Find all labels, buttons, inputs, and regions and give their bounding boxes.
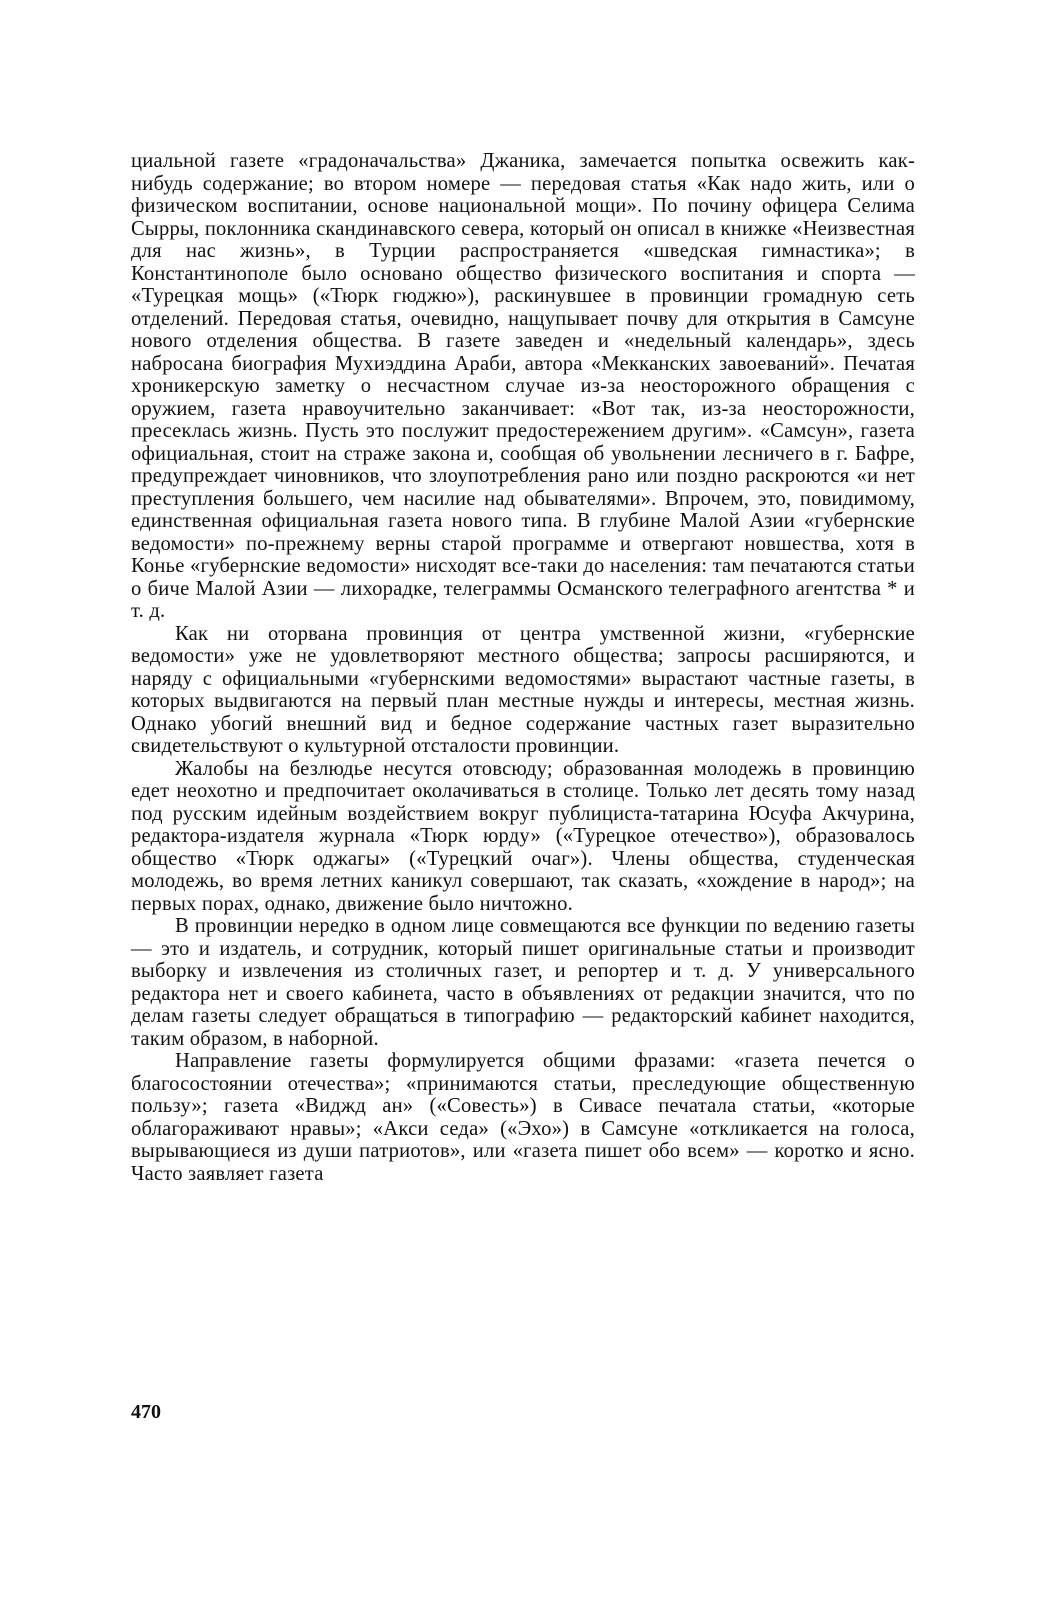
- paragraph: Направление газеты формулируется общими фразами: «газета печется о благосостоянии отечества»; «принимаются статьи, преследующие общественную пользу»; газета «Виджд ан» («Совесть») в Сивасе печатала статьи, «которые облагораживают нравы»; «Акси седа» («Эхо») в Самсуне «откликается на голоса, вырывающиеся из души патриотов», или «газета пишет обо всем» — коротко и ясно. Часто заявляет газета: [131, 1050, 915, 1185]
- paragraph: Жалобы на безлюдье несутся отовсюду; образованная молодежь в провинцию едет неохотно и предпочитает околачиваться в столице. Только лет десять тому назад под русским идейным воздействием вокруг публициста-татарина Юсуфа Акчурина, редактора-издателя журнала «Тюрк юрду» («Турецкое отечество»), образовалось общество «Тюрк оджагы» («Турецкий очаг»). Члены общества, студенческая молодежь, во время летних каникул совершают, так сказать, «хождение в народ»; на первых порах, однако, движение было ничтожно.: [131, 757, 915, 915]
- paragraph: циальной газете «градоначальства» Джаника, замечается попытка освежить как-нибудь содержание; во втором номере — передовая статья «Как надо жить, или о физическом воспитании, основе национальной мощи». По почину офицера Селима Сырры, поклонника скандинавского севера, который он описал в книжке «Неизвестная для нас жизнь», в Турции распространяется «шведская гимнастика»; в Константинополе было основано общество физического воспитания и спорта — «Турецкая мощь» («Тюрк гюджю»), раскинувшее в провинции громадную сеть отделений. Передовая статья, очевидно, нащупывает почву для открытия в Самсуне нового отделения общества. В газете заведен и «недельный календарь», здесь набросана биография Мухиэддина Араби, автора «Мекканских завоеваний». Печатая хроникерскую заметку о несчастном случае из-за неосторожного обращения с оружием, газета нравоучительно заканчивает: «Вот так, из-за неосторожности, пресеклась жизнь. Пусть это послужит предостережением другим». «Самсун», газета официальная, стоит на страже закона и, сообщая об увольнении лесничего в г. Бафре, предупреждает чиновников, что злоупотребления рано или поздно раскроются «и нет преступления большего, чем насилие над обывателями». Впрочем, это, повидимому, единственная официальная газета нового типа. В глубине Малой Азии «губернские ведомости» по-прежнему верны старой программе и отвергают новшества, хотя в Конье «губернские ведомости» нисходят все-таки до населения: там печатаются статьи о биче Малой Азии — лихорадке, телеграммы Османского телеграфного агентства * и т. д.: [131, 150, 915, 622]
- paragraph: В провинции нередко в одном лице совмещаются все функции по ведению газеты — это и издатель, и сотрудник, который пишет оригинальные статьи и производит выборку и извлечения из столичных газет, и репортер и т. д. У универсального редактора нет и своего кабинета, часто в объявлениях от редакции значится, что по делам газеты следует обращаться в типографию — редакторский кабинет находится, таким образом, в наборной.: [131, 915, 915, 1050]
- page-number: 470: [131, 1401, 161, 1423]
- page-body-text: [131, 150, 915, 1185]
- paragraph: Как ни оторвана провинция от центра умственной жизни, «губернские ведомости» уже не удовлетворяют местного общества; запросы расширяются, и наряду с официальными «губернскими ведомостями» вырастают частные газеты, в которых выдвигаются на первый план местные нужды и интересы, местная жизнь. Однако убогий внешний вид и бедное содержание частных газет выразительно свидетельствуют о культурной отсталости провинции.: [131, 622, 915, 757]
